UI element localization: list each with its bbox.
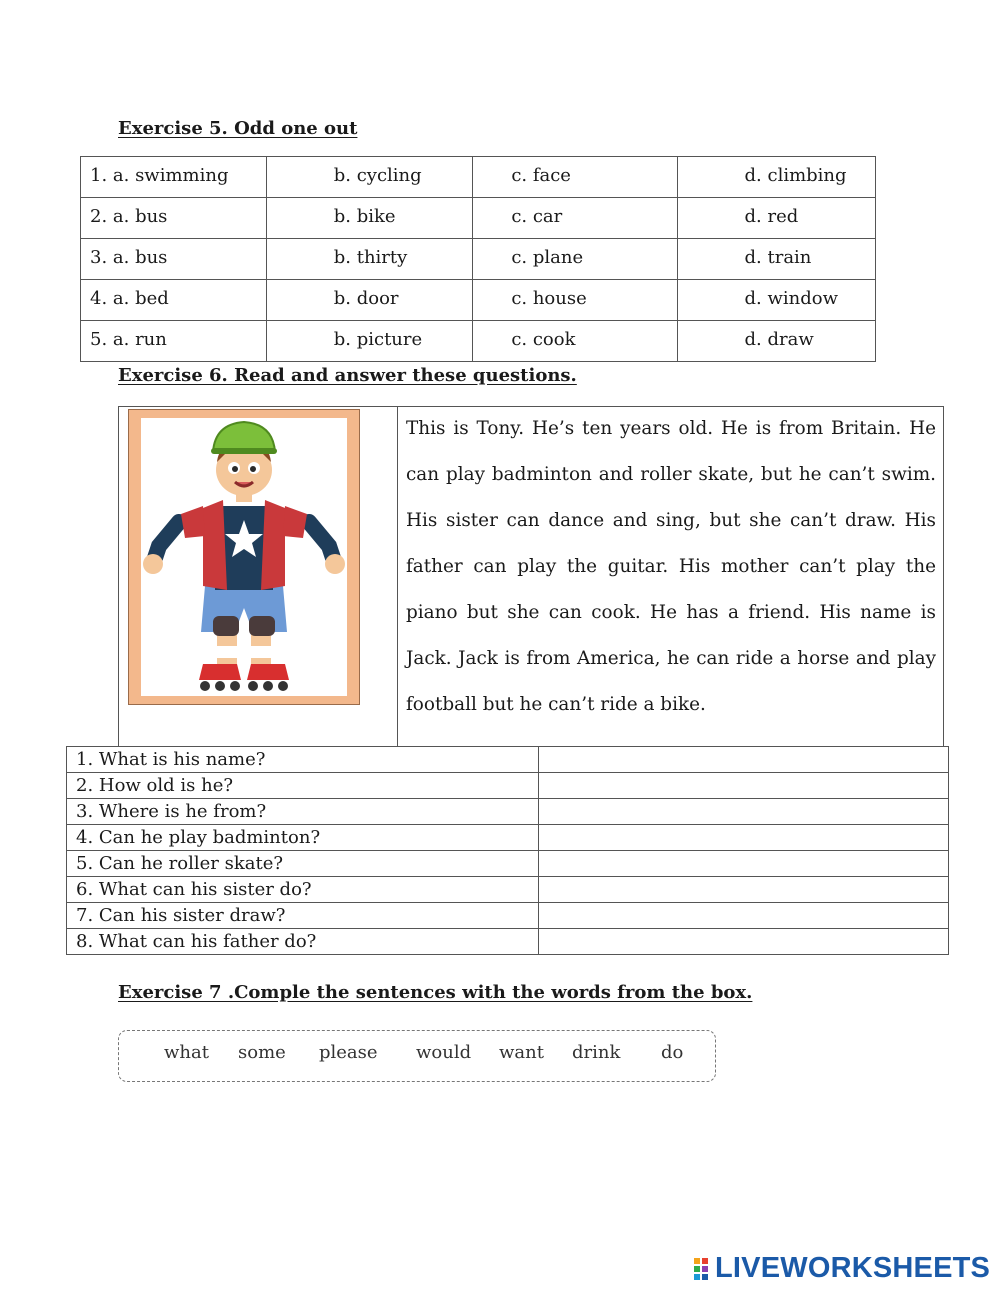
- answer-cell[interactable]: [539, 929, 949, 955]
- exercise-7-title: Exercise 7 .Comple the sentences with the words from the box.: [118, 982, 753, 1003]
- story-divider: [397, 407, 398, 747]
- option-d[interactable]: d. window: [677, 280, 875, 321]
- questions-table: [66, 746, 949, 955]
- answer-cell[interactable]: [539, 877, 949, 903]
- option-a[interactable]: 4. a. bed: [81, 280, 267, 321]
- question: 8. What can his father do?: [67, 929, 539, 955]
- word-item: please: [319, 1042, 378, 1063]
- word-item: what: [164, 1042, 209, 1063]
- word-item: some: [238, 1042, 286, 1063]
- option-d[interactable]: d. draw: [677, 321, 875, 362]
- table-row: [81, 321, 876, 362]
- table-row: [67, 877, 949, 903]
- option-c[interactable]: c. house: [473, 280, 677, 321]
- option-a[interactable]: 2. a. bus: [81, 198, 267, 239]
- table-row: [67, 799, 949, 825]
- table-row: [67, 851, 949, 877]
- option-a[interactable]: 1. a. swimming: [81, 157, 267, 198]
- word-item: would: [416, 1042, 472, 1063]
- option-b[interactable]: b. thirty: [266, 239, 473, 280]
- picture-background: [141, 418, 347, 696]
- table-row: [81, 157, 876, 198]
- answer-cell[interactable]: [539, 773, 949, 799]
- option-b[interactable]: b. bike: [266, 198, 473, 239]
- option-b[interactable]: b. door: [266, 280, 473, 321]
- liveworksheets-logo-icon: [693, 1257, 715, 1281]
- option-b[interactable]: b. picture: [266, 321, 473, 362]
- word-item: want: [499, 1042, 544, 1063]
- story-box: [118, 406, 944, 746]
- story-text: This is Tony. He’s ten years old. He is from Britain. He can play badminton and roller skate, but he can’t swim. His sister can dance and sing, but she can’t draw. His father can play the guitar. His mother can’t play the piano but she can cook. He has a friend. His name is Jack. Jack is from America, he can ride a horse and play football but he can’t ride a bike.: [406, 418, 936, 715]
- option-a[interactable]: 3. a. bus: [81, 239, 267, 280]
- question: 4. Can he play badminton?: [67, 825, 539, 851]
- option-c[interactable]: c. face: [473, 157, 677, 198]
- option-a[interactable]: 5. a. run: [81, 321, 267, 362]
- table-row: [67, 903, 949, 929]
- option-c[interactable]: c. car: [473, 198, 677, 239]
- table-row: [67, 929, 949, 955]
- exercise-5-title: Exercise 5. Odd one out: [118, 118, 358, 139]
- question: 6. What can his sister do?: [67, 877, 539, 903]
- exercise-6-title: Exercise 6. Read and answer these questions.: [118, 365, 577, 386]
- option-c[interactable]: c. cook: [473, 321, 677, 362]
- brand-name: LIVEWORKSHEETS: [715, 1252, 991, 1284]
- odd-one-out-table: [80, 156, 876, 362]
- question: 3. Where is he from?: [67, 799, 539, 825]
- table-row: [67, 825, 949, 851]
- roller-skater-boy-icon: [141, 418, 347, 696]
- answer-cell[interactable]: [539, 903, 949, 929]
- option-c[interactable]: c. plane: [473, 239, 677, 280]
- word-box: [118, 1030, 716, 1082]
- question: 1. What is his name?: [67, 747, 539, 773]
- answer-cell[interactable]: [539, 825, 949, 851]
- table-row: [81, 239, 876, 280]
- question: 7. Can his sister draw?: [67, 903, 539, 929]
- answer-cell[interactable]: [539, 799, 949, 825]
- word-item: drink: [572, 1042, 621, 1063]
- option-d[interactable]: d. red: [677, 198, 875, 239]
- option-d[interactable]: d. train: [677, 239, 875, 280]
- answer-cell[interactable]: [539, 851, 949, 877]
- word-item: do: [661, 1042, 684, 1063]
- table-row: [67, 773, 949, 799]
- table-row: [67, 747, 949, 773]
- option-d[interactable]: d. climbing: [677, 157, 875, 198]
- roller-skater-picture: [128, 409, 360, 705]
- option-b[interactable]: b. cycling: [266, 157, 473, 198]
- table-row: [81, 280, 876, 321]
- answer-cell[interactable]: [539, 747, 949, 773]
- table-row: [81, 198, 876, 239]
- question: 2. How old is he?: [67, 773, 539, 799]
- question: 5. Can he roller skate?: [67, 851, 539, 877]
